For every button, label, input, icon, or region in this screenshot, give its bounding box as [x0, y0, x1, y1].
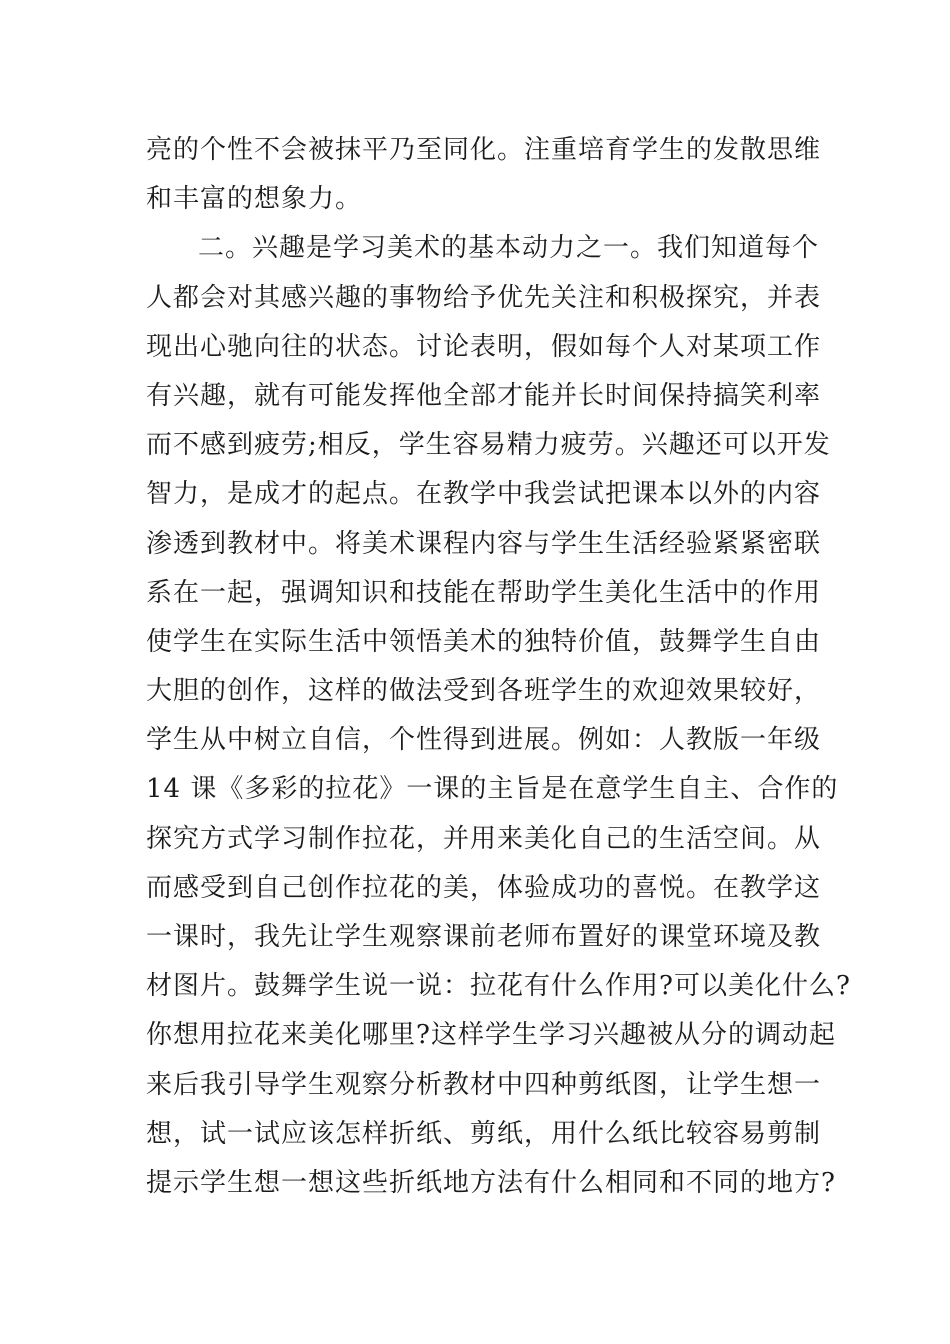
- text-line: 学生从中树立自信，个性得到进展。例如：人教版一年级: [146, 725, 822, 756]
- text-line: 14 课《多彩的拉花》一课的主旨是在意学生自主、合作的: [146, 774, 839, 805]
- text-line: 系在一起，强调知识和技能在帮助学生美化生活中的作用: [146, 577, 822, 608]
- text-line: 有兴趣，就有可能发挥他全部才能并长时间保持搞笑利率: [146, 380, 822, 411]
- text-line: 渗透到教材中。将美术课程内容与学生生活经验紧紧密联: [146, 528, 822, 559]
- text-line: 人都会对其感兴趣的事物给予优先关注和积极探究，并表: [146, 282, 822, 313]
- text-line: 智力，是成才的起点。在教学中我尝试把课本以外的内容: [146, 479, 822, 510]
- text-line: 和丰富的想象力。: [146, 184, 363, 215]
- text-line: 来后我引导学生观察分析教材中四种剪纸图，让学生想一: [146, 1069, 822, 1100]
- text-line: 现出心驰向往的状态。讨论表明，假如每个人对某项工作: [146, 331, 822, 362]
- text-line: 而不感到疲劳;相反，学生容易精力疲劳。兴趣还可以开发: [146, 430, 831, 461]
- text-line: 大胆的创作，这样的做法受到各班学生的欢迎效果较好，: [146, 676, 822, 707]
- text-line: 一课时，我先让学生观察课前老师布置好的课堂环境及教: [146, 922, 822, 952]
- text-line: 探究方式学习制作拉花，并用来美化自己的生活空间。从: [146, 823, 822, 854]
- text-line: 材图片。鼓舞学生说一说：拉花有什么作用?可以美化什么?: [146, 971, 851, 1002]
- paragraph-start-line: 二。兴趣是学习美术的基本动力之一。我们知道每个: [198, 233, 820, 264]
- text-line: 而感受到自己创作拉花的美，体验成功的喜悦。在教学这: [146, 872, 822, 903]
- text-line: 提示学生想一想这些折纸地方法有什么相同和不同的地方?: [146, 1167, 836, 1198]
- text-line: 亮的个性不会被抹平乃至同化。注重培育学生的发散思维: [146, 135, 822, 165]
- text-line: 你想用拉花来美化哪里?这样学生学习兴趣被从分的调动起: [146, 1020, 836, 1051]
- text-line: 想，试一试应该怎样折纸、剪纸，用什么纸比较容易剪制: [146, 1118, 822, 1149]
- text-line: 使学生在实际生活中领悟美术的独特价值，鼓舞学生自由: [146, 626, 822, 657]
- body-text: [146, 126, 851, 1208]
